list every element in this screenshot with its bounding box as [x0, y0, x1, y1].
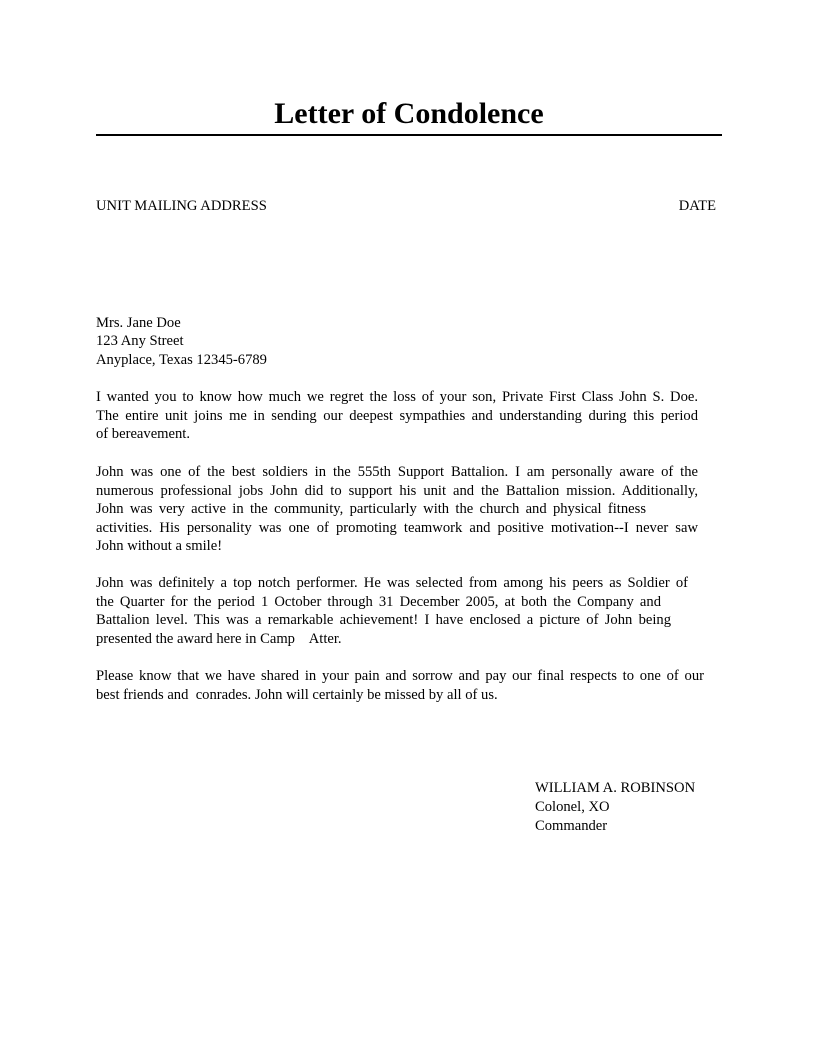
recipient-address-block [96, 314, 267, 369]
paragraph-line: activities. His personality was one of promoting teamwork and positive motivation--I never saw [96, 519, 698, 536]
recipient-street: 123 Any Street [96, 333, 184, 350]
paragraph-line: John was definitely a top notch performer. He was selected from among his peers as Soldier of [96, 575, 688, 591]
title-divider [96, 134, 722, 136]
signer-position: Commander [535, 817, 608, 834]
paragraph-line: I wanted you to know how much we regret the loss of your son, Private First Class John S. Doe. [96, 389, 698, 405]
paragraph-line: Battalion level. This was a remarkable achievement! I have enclosed a picture of John being [96, 612, 671, 628]
paragraph-line: best friends and conrades. John will certainly be missed by all of us. [96, 686, 498, 703]
signer-rank: Colonel, XO [535, 798, 610, 815]
paragraph-line: presented the award here in Camp Atter. [96, 630, 342, 647]
page-title: Letter of Condolence [274, 97, 544, 130]
paragraph-3 [96, 574, 698, 648]
letter-date: DATE [678, 198, 716, 214]
paragraph-1 [96, 388, 698, 444]
paragraph-line: John was very active in the community, particularly with the church and physical fitness [96, 501, 646, 517]
recipient-name: Mrs. Jane Doe [96, 315, 181, 331]
recipient-city: Anyplace, Texas 12345-6789 [96, 351, 267, 368]
paragraph-line: numerous professional jobs John did to support his unit and the Battalion mission. Additionally, [96, 482, 698, 499]
paragraph-4 [96, 667, 704, 704]
paragraph-line: John without a smile! [96, 538, 223, 554]
paragraph-line: of bereavement. [96, 426, 190, 442]
paragraph-line: the Quarter for the period 1 October through 31 December 2005, at both the Company and [96, 593, 661, 610]
unit-mailing-address: UNIT MAILING ADDRESS [96, 198, 267, 214]
signer-name: WILLIAM A. ROBINSON [535, 780, 696, 796]
paragraph-2 [96, 463, 698, 556]
paragraph-line: John was one of the best soldiers in the 555th Support Battalion. I am personally aware of the [96, 464, 698, 480]
paragraph-line: The entire unit joins me in sending our deepest sympathies and understanding during this period [96, 407, 698, 424]
paragraph-line: Please know that we have shared in your pain and sorrow and pay our final respects to one of our [96, 668, 704, 684]
signature-block [535, 779, 695, 835]
